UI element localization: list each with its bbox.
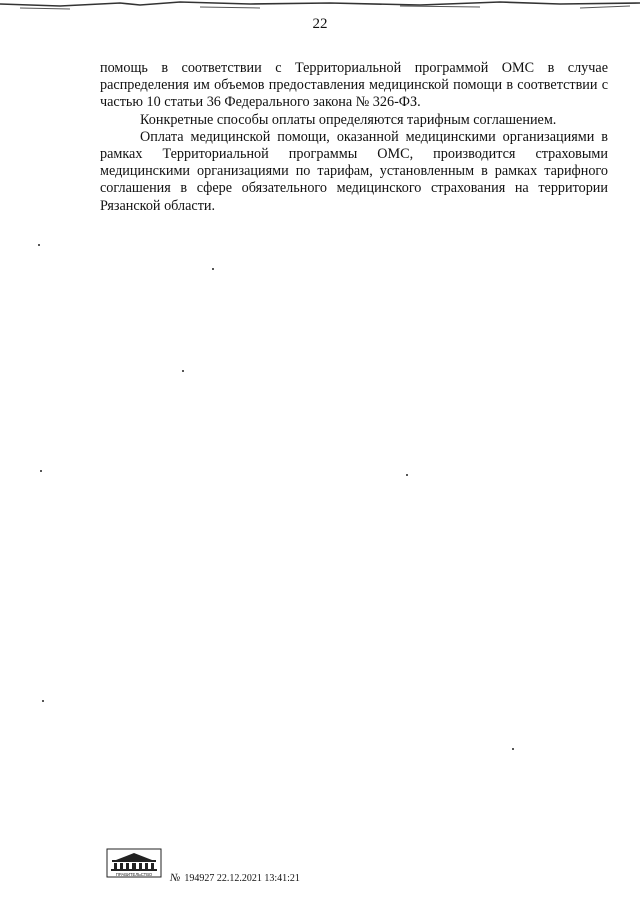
stamp-text: 194927 22.12.2021 13:41:21	[184, 873, 300, 884]
paragraph-payment-execution: Оплата медицинской помощи, оказанной медицинскими организациями в рамках Территориальной программы ОМС, производится страховыми медицинскими организациями по тарифам, установленным в рамках тарифного соглашения в сфере обязательного медицинского страхования на территории Рязанской области.	[100, 128, 608, 214]
scan-speck	[42, 700, 44, 702]
registration-stamp	[170, 872, 300, 884]
stamp-mark: №	[170, 872, 181, 884]
paragraph-payment-methods: Конкретные способы оплаты определяются тарифным соглашением.	[140, 111, 557, 128]
scan-speck	[406, 474, 408, 476]
scan-speck	[40, 470, 42, 472]
scan-speck	[182, 370, 184, 372]
scan-speck	[38, 244, 40, 246]
footer-stamp	[106, 848, 366, 888]
government-building-icon	[106, 848, 162, 878]
paragraph-oms-assistance: помощь в соответствии с Территориальной программой ОМС в случае распределения им объемов предоставления медицинской помощи в соответствии с частью 10 статьи 36 Федерального закона № 326-ФЗ.	[100, 60, 608, 111]
document-body	[100, 60, 608, 215]
scan-speck	[512, 748, 514, 750]
scan-edge-artifact	[0, 0, 640, 14]
seal-label: ПРАВИТЕЛЬСТВО	[115, 872, 153, 877]
page-number: 22	[312, 16, 328, 32]
scan-speck	[212, 268, 214, 270]
